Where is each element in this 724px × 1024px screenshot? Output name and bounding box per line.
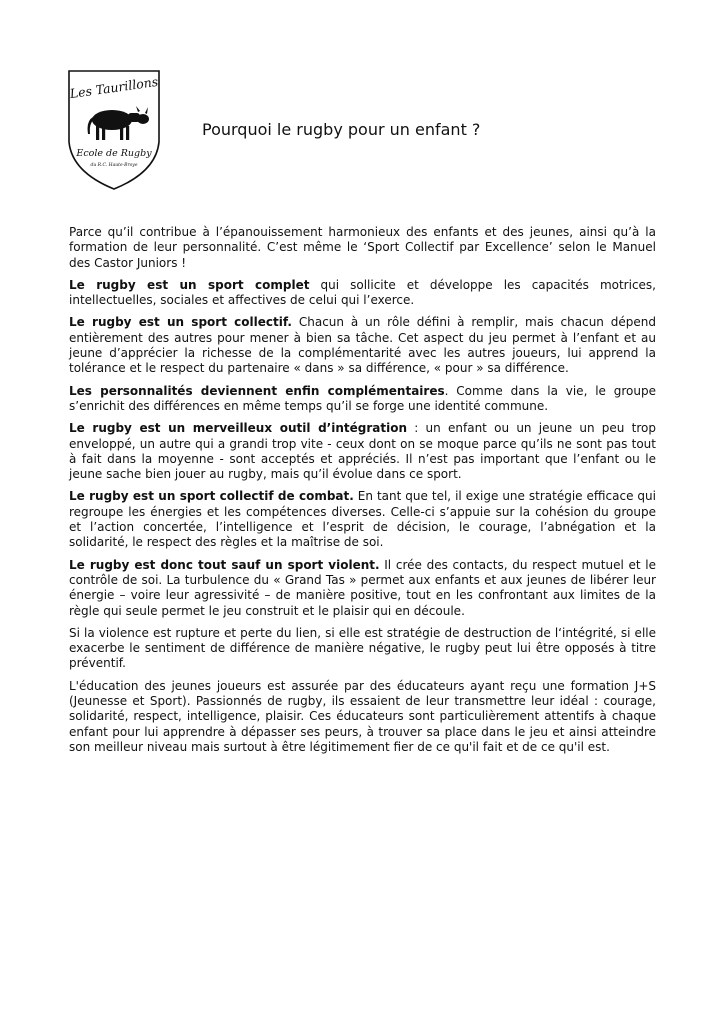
paragraph-text: Chacun à un rôle défini à remplir, mais chacun dépend entièrement des autres pour mener à bien sa tâche. Cet aspect du jeu permet à l’enfant et au jeune d’apprécier la richesse de la complémentarité avec les autres joueurs, lui apprend la tolérance et le respect du partenaire « dans » sa différence, « pour » sa différence.: [69, 315, 656, 376]
paragraph-text: Si la violence est rupture et perte du lien, si elle est stratégie de destruction de l‘intégrité, si elle exacerbe le sentiment de différence de manière négative, le rugby peut lui être opposés à titre préventif.: [69, 625, 656, 671]
paragraph-text: Parce qu’il contribue à l’épanouissement harmonieux des enfants et des jeunes, ainsi qu’à la formation de leur personnalité. C’est même le ‘Sport Collectif par Excellence’ selon le Manuel des Castor Juniors !: [69, 225, 656, 270]
paragraph-text: En tant que tel, il exige une stratégie efficace qui regroupe les énergies et les compétences diverses. Celle-ci s’appuie sur la cohésion du groupe et l’action concertée, l’intelligence et l’esprit de décision, le courage, l’abnégation et la solidarité, le respect des règles et la maîtrise de soi.: [69, 489, 656, 550]
paragraph: [69, 558, 656, 619]
paragraph-lead: Le rugby est donc tout sauf un sport violent.: [69, 557, 380, 572]
paragraph-lead: Le rugby est un sport complet: [69, 277, 310, 292]
paragraph-text: Il crée des contacts, du respect mutuel et le contrôle de soi. La turbulence du « Grand Tas » permet aux enfants et aux jeunes de libérer leur énergie – voire leur agressivité – de manière positive, tout en les confrontant aux limites de la règle qui seule permet le jeu construit et le plaisir qui en découle.: [69, 557, 656, 618]
paragraph: [69, 384, 656, 415]
paragraph-text: L'éducation des jeunes joueurs est assurée par des éducateurs ayant reçu une formation J+S (Jeunesse et Sport). Passionnés de rugby, ils essaient de leur transmettre leur idéal : courage, solidarité, respect, intelligence, plaisir. Ces éducateurs sont particulièrement attentifs à chaque enfant pour lui apprendre à dépasser ses peurs, à trouver sa place dans le jeu et ainsi atteindre son meilleur niveau mais surtout à être légitimement fier de ce qu'il fait et de ce qu'il est.: [69, 678, 656, 754]
paragraph-text: qui sollicite et développe les capacités motrices, intellectuelles, sociales et affectives de celui qui l’exerce.: [69, 277, 656, 308]
paragraph: [69, 225, 656, 271]
paragraph: [69, 626, 656, 672]
logo-shield: [66, 68, 162, 192]
paragraph: [69, 679, 656, 755]
paragraph: [69, 489, 656, 550]
paragraph-text: . Comme dans la vie, le groupe s’enrichit des différences en même temps qu’il se forge une identité commune.: [69, 383, 656, 413]
paragraph-text: : un enfant ou un jeune un peu trop enveloppé, un autre qui a grandi trop vite - ceux dont on se moque parce qu’ils ne sont pas tout à fait dans la moyenne - sont acceptés et appréciés. Il n’est pas important que l’enfant ou le jeune sache bien jouer au rugby, mais qu’il évolue dans ce sport.: [69, 421, 656, 482]
paragraph-lead: Le rugby est un merveilleux outil d’intégration: [69, 421, 407, 436]
paragraph: [69, 278, 656, 309]
paragraph-lead: Le rugby est un sport collectif de combat.: [69, 489, 354, 504]
paragraph: [69, 315, 656, 376]
document-body: [69, 225, 656, 762]
page-title: Pourquoi le rugby pour un enfant ?: [202, 120, 481, 139]
logo-top-text: Les Taurillons: [68, 73, 160, 102]
logo-bottom-text: Ecole de Rugby: [76, 148, 152, 159]
paragraph-lead: Les personnalités deviennent enfin complémentaires: [69, 383, 445, 398]
paragraph-lead: Le rugby est un sport collectif.: [69, 315, 292, 330]
paragraph: [69, 421, 656, 482]
logo-subtext: du R.C. Haute-Broye: [90, 163, 138, 168]
club-logo: [66, 68, 162, 192]
